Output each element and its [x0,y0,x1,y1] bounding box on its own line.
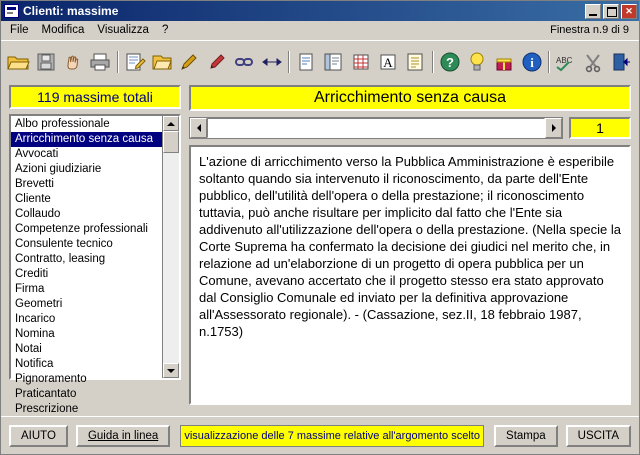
record-number: 1 [569,117,631,139]
help-question-icon[interactable] [436,49,462,75]
list-item[interactable]: Nomina [15,328,55,340]
topics-panel [9,85,181,415]
topics-listbox[interactable] [9,114,181,415]
toolbar-separator [286,49,293,75]
toolbar [1,40,639,82]
record-scrollbar[interactable] [189,117,563,139]
list-item[interactable]: Notifica [15,358,54,370]
record-navigation [189,117,631,139]
guida-in-linea-button[interactable] [76,425,170,447]
window-counter-label: Finestra n.9 di 9 [550,24,629,36]
hand-icon[interactable] [60,49,86,75]
svg-text:A: A [383,54,393,70]
gift-icon[interactable] [491,49,517,75]
list-item[interactable]: Avvocati [15,148,59,160]
document-icon [4,4,19,18]
maximize-button[interactable] [603,4,619,19]
book-icon[interactable] [320,49,346,75]
save-disk-icon[interactable] [32,49,58,75]
notes-icon[interactable] [402,49,428,75]
scroll-up-button[interactable] [163,116,179,131]
form-edit-icon[interactable] [121,49,147,75]
title-bar [1,1,639,21]
svg-text:?: ? [445,54,454,70]
list-item[interactable]: Azioni giudiziarie [15,163,102,175]
stampa-button[interactable]: Stampa [494,425,558,447]
list-item[interactable]: Cliente [15,193,51,205]
list-item[interactable]: Collaudo [15,208,61,220]
arrows-horizontal-icon[interactable] [258,49,284,75]
close-button[interactable]: ✕ [621,4,637,19]
list-item[interactable]: Praticantato [15,388,77,400]
list-item[interactable]: Brevetti [15,178,54,190]
record-text[interactable]: L'azione di arricchimento verso la Pubblica Amministrazione è esperibile soltanto quando sia intervenuto il riconoscimento, da parte dell'Ente pubblico, dell'utilità dell'opera o della prestazione; il riconoscimento tuttavia, può anche risultare per implicito dal fatto che l'Ente sia addivenuto all'utilizzazione dell'opera o della prestazione. (Nella specie la Corte Suprema ha confermato la decisione dei giudici nel merito che, in relazione ad un'elaborzione di un progetto di opera pubblica per un Comune, avevano accertato che il progetto stesso era stato approvato dal Consiglio Comunale ed inviato per la definitiva approvazione all'Assessorato regionale). - (Cassazione, sez.II, 18 febbraio 1987, n.1753) [189,145,631,405]
open-folder-icon[interactable] [5,49,31,75]
list-item[interactable]: Geometri [15,298,63,310]
list-item[interactable]: Notai [15,343,42,355]
menu-modifica[interactable]: Modifica [41,23,85,36]
list-item[interactable]: Consulente tecnico [15,238,113,250]
svg-text:i: i [529,54,534,70]
topics-vertical-scrollbar[interactable] [162,116,179,378]
page-icon[interactable] [293,49,319,75]
pencil-icon[interactable] [176,49,202,75]
action-buttons [494,425,631,447]
guida-label: Guida in linea [87,429,159,442]
status-bar [1,416,639,454]
main-content [1,81,639,416]
scroll-thumb[interactable] [163,131,179,153]
cut-scissors-icon[interactable] [580,49,606,75]
menu-visualizza[interactable]: Visualizza [97,23,149,36]
list-item[interactable]: Albo professionale [15,118,110,130]
window-buttons [585,4,637,19]
lightbulb-icon[interactable] [464,49,490,75]
list-item[interactable]: Incarico [15,313,56,325]
list-item-selected[interactable]: Arricchimento senza causa [11,132,162,147]
help-buttons [9,425,170,447]
list-item[interactable]: Firma [15,283,45,295]
grid-table-icon[interactable] [347,49,373,75]
uscita-button[interactable]: USCITA [566,425,631,447]
list-item[interactable]: Competenze professionali [15,223,148,235]
list-item[interactable]: Pignoramento [15,373,87,385]
window-title: Clienti: massime [23,4,119,18]
info-icon[interactable] [519,49,545,75]
menu-help[interactable]: ? [161,23,169,36]
toolbar-separator [546,49,553,75]
list-item[interactable]: Prescrizione [15,403,79,415]
toolbar-separator [430,49,437,75]
text-a-icon[interactable] [375,49,401,75]
printer-icon[interactable] [87,49,113,75]
spellcheck-abc-icon[interactable] [553,49,579,75]
scroll-down-button[interactable] [163,363,179,378]
menu-bar [1,21,639,40]
minimize-button[interactable] [585,4,601,19]
link-icon[interactable] [231,49,257,75]
status-message: visualizzazione delle 7 massime relative all'argomento scelto [180,425,484,447]
list-item[interactable]: Crediti [15,268,49,280]
previous-record-button[interactable] [190,118,207,138]
list-item[interactable]: Contratto, leasing [15,253,106,265]
record-scroll-track[interactable] [207,118,545,138]
total-count-header: 119 massime totali [9,85,181,109]
folder-open-icon[interactable] [149,49,175,75]
next-record-button[interactable] [545,118,562,138]
record-title: Arricchimento senza causa [189,85,631,111]
svg-text:ABC: ABC [555,55,573,65]
topics-list[interactable] [11,116,162,415]
pen-icon[interactable] [204,49,230,75]
toolbar-separator [115,49,122,75]
detail-panel [189,85,631,405]
menu-file[interactable]: File [10,23,29,36]
scroll-track[interactable] [163,131,179,363]
aiuto-button[interactable]: AIUTO [9,425,68,447]
exit-door-icon[interactable] [608,49,634,75]
